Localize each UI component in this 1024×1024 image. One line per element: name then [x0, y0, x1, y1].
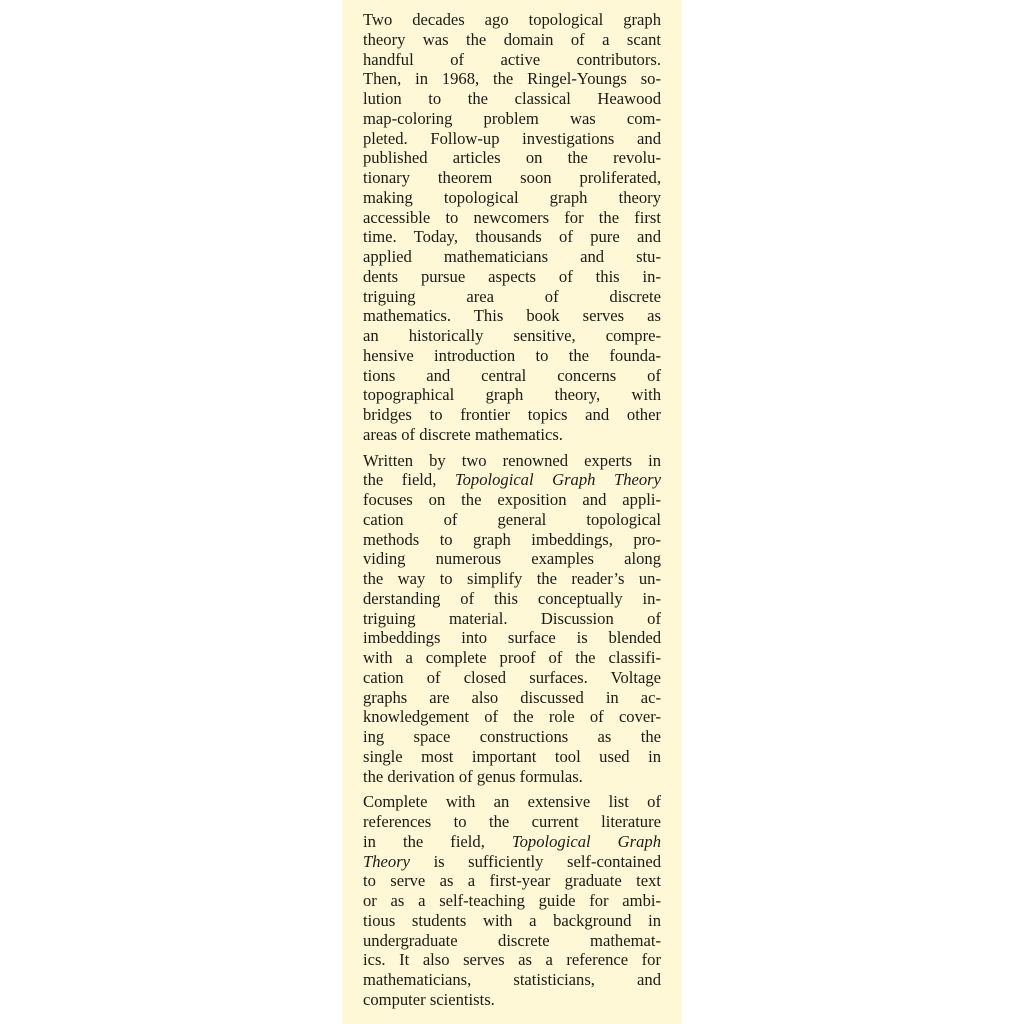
text-line	[363, 470, 661, 490]
text-segment: time. Today, thousands of pure and	[363, 227, 661, 247]
text-segment: derstanding of this conceptually in-	[363, 588, 661, 608]
text-line	[363, 227, 661, 247]
text-line	[363, 490, 661, 510]
text-line	[363, 10, 661, 30]
text-line	[363, 287, 661, 307]
text-line	[363, 247, 661, 267]
text-segment: bridges to frontier topics and other	[363, 405, 661, 424]
text-segment: dents pursue aspects of this in-	[363, 266, 661, 286]
text-segment: lution to the classical Heawood	[363, 89, 661, 108]
text-line	[363, 148, 661, 168]
text-line	[363, 792, 661, 812]
text-segment: published articles on the revolu-	[363, 148, 661, 168]
text-line	[363, 668, 661, 688]
text-line	[363, 405, 661, 425]
text-segment: triguing area of discrete	[363, 286, 661, 306]
text-line	[363, 326, 661, 346]
text-segment: computer scientists.	[363, 989, 495, 1009]
text-line	[363, 747, 661, 767]
text-segment: is sufficiently self-contained	[410, 851, 661, 871]
text-segment: hensive introduction to the founda-	[363, 345, 661, 365]
text-segment: Then, in 1968, the Ringel-Youngs so-	[363, 69, 661, 89]
text-line	[363, 50, 661, 70]
text-line	[363, 109, 661, 129]
text-line	[363, 129, 661, 149]
text-segment: areas of discrete mathematics.	[363, 424, 563, 444]
text-line	[363, 425, 661, 445]
text-line	[363, 69, 661, 89]
text-line	[363, 306, 661, 326]
text-segment: viding numerous examples along	[363, 549, 661, 569]
text-line	[363, 911, 661, 931]
text-line	[363, 891, 661, 911]
text-line	[363, 366, 661, 386]
text-segment: or as a self-teaching guide for ambi-	[363, 891, 661, 910]
text-line	[363, 549, 661, 569]
description-paragraph	[363, 10, 661, 445]
text-line	[363, 931, 661, 951]
text-segment: accessible to newcomers for the first	[363, 207, 661, 227]
text-segment: pleted. Follow-up investigations and	[363, 128, 661, 148]
text-line	[363, 569, 661, 589]
text-line	[363, 628, 661, 648]
text-segment: triguing material. Discussion of	[363, 608, 661, 628]
text-segment: map-coloring problem was com-	[363, 108, 661, 128]
text-segment: applied mathematicians and stu-	[363, 247, 661, 266]
text-segment: topographical graph theory, with	[363, 385, 661, 405]
text-segment: imbeddings into surface is blended	[363, 628, 661, 648]
book-description	[363, 10, 661, 1016]
book-title-italic: Theory	[363, 851, 411, 871]
text-segment: the field,	[363, 470, 455, 490]
text-segment: in the field,	[363, 831, 512, 851]
text-segment: knowledgement of the role of cover-	[363, 707, 661, 727]
text-segment: undergraduate discrete mathemat-	[363, 930, 661, 950]
text-line	[363, 707, 661, 727]
text-segment: handful of active contributors.	[363, 49, 661, 69]
text-line	[363, 589, 661, 609]
text-segment: Two decades ago topological graph	[363, 10, 661, 29]
text-line	[363, 510, 661, 530]
text-segment: cation of general topological	[363, 509, 661, 529]
text-line	[363, 89, 661, 109]
book-title-italic: Topological Graph Theory	[454, 470, 661, 490]
text-line	[363, 530, 661, 550]
text-line	[363, 385, 661, 405]
text-line	[363, 168, 661, 188]
text-segment: ics. It also serves as a reference for	[363, 950, 661, 970]
text-line	[363, 267, 661, 287]
description-paragraph	[363, 792, 661, 1009]
text-segment: mathematicians, statisticians, and	[363, 970, 661, 989]
text-line	[363, 188, 661, 208]
text-segment: making topological graph theory	[363, 187, 661, 207]
text-segment: graphs are also discussed in ac-	[363, 687, 661, 707]
text-line	[363, 648, 661, 668]
text-segment: methods to graph imbeddings, pro-	[363, 529, 661, 549]
description-paragraph	[363, 451, 661, 787]
text-line	[363, 767, 661, 787]
text-segment: mathematics. This book serves as	[363, 306, 661, 326]
text-segment: the derivation of genus formulas.	[363, 766, 583, 786]
text-line	[363, 30, 661, 50]
text-line	[363, 727, 661, 747]
text-segment: tions and central concerns of	[363, 365, 661, 385]
text-segment: Written by two renowned experts in	[363, 450, 661, 470]
text-line	[363, 609, 661, 629]
text-line	[363, 832, 661, 852]
text-segment: Complete with an extensive list of	[363, 792, 661, 812]
text-segment: the way to simplify the reader’s un-	[363, 569, 661, 588]
text-segment: single most important tool used in	[363, 746, 661, 766]
text-segment: focuses on the exposition and appli-	[363, 490, 661, 509]
text-segment: cation of closed surfaces. Voltage	[363, 667, 661, 687]
text-segment: theory was the domain of a scant	[363, 29, 661, 49]
text-line	[363, 970, 661, 990]
text-line	[363, 346, 661, 366]
text-line	[363, 812, 661, 832]
text-segment: tionary theorem soon proliferated,	[363, 168, 661, 187]
book-title-italic: Topological Graph	[511, 831, 661, 851]
text-segment: ing space constructions as the	[363, 727, 661, 746]
text-line	[363, 950, 661, 970]
text-segment: tious students with a background in	[363, 910, 661, 930]
text-segment: to serve as a first-year graduate text	[363, 871, 661, 891]
text-line	[363, 451, 661, 471]
text-segment: an historically sensitive, compre-	[363, 326, 661, 345]
text-segment: references to the current literature	[363, 812, 661, 831]
text-line	[363, 208, 661, 228]
text-line	[363, 990, 661, 1010]
text-segment: with a complete proof of the classifi-	[363, 648, 661, 667]
text-line	[363, 688, 661, 708]
back-cover-panel	[342, 0, 682, 1024]
text-line	[363, 871, 661, 891]
text-line	[363, 852, 661, 872]
